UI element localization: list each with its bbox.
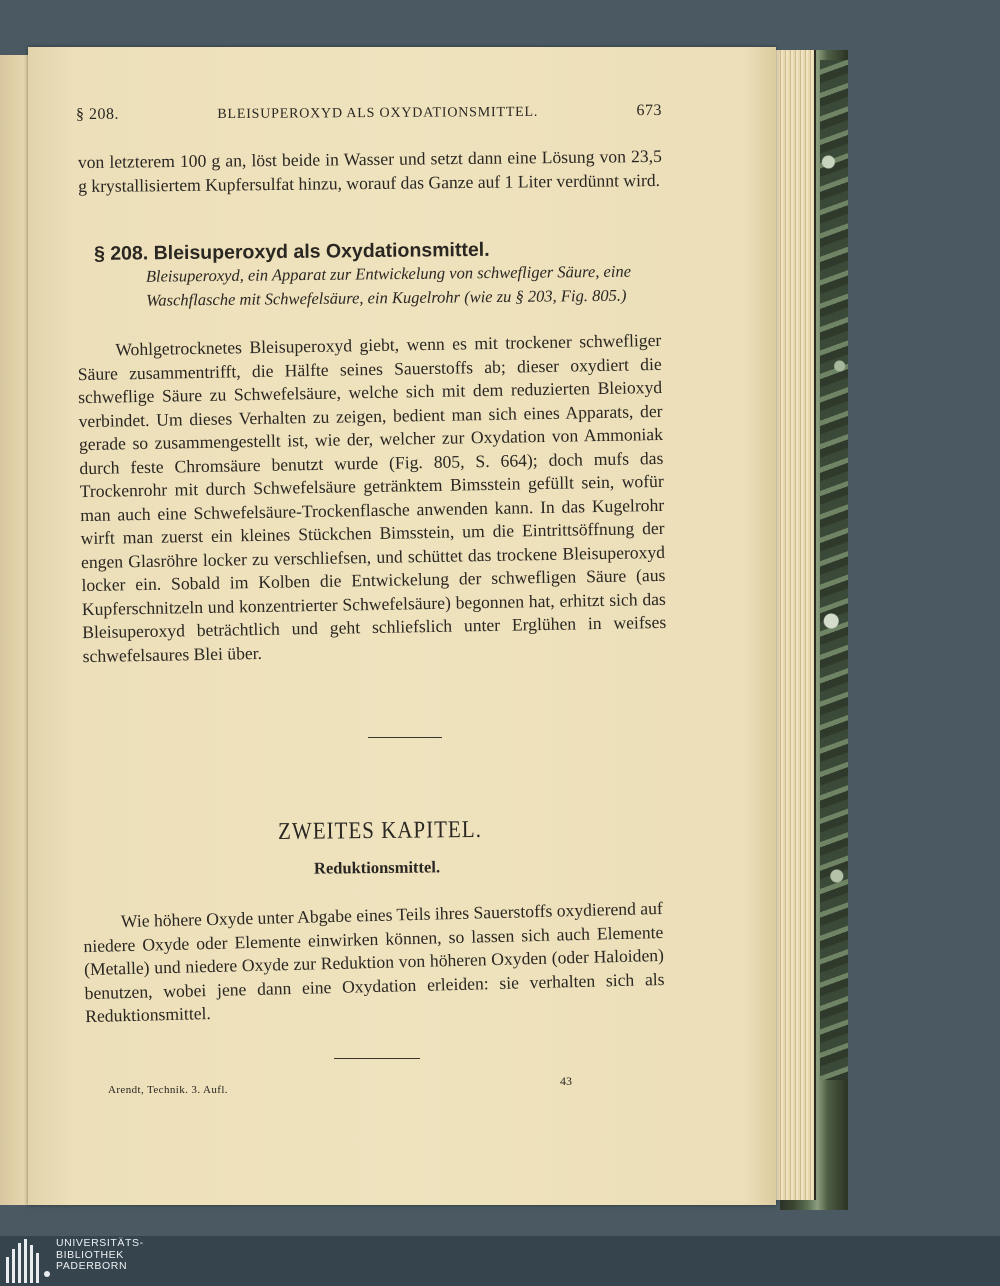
header-section: § 208. (75, 105, 120, 124)
chapter-title: ZWEITES KAPITEL. (277, 815, 483, 845)
divider (334, 1058, 420, 1059)
library-name-line: BIBLIOTHEK (56, 1248, 124, 1261)
header-title: BLEISUPEROXYD ALS OXYDATIONSMITTEL. (217, 104, 539, 123)
paragraph-3: Wie höhere Oxyde unter Abgabe eines Teils ihres Sauerstoffs oxydierend auf niedere Oxyde oder Elemente einwirken können, so lassen sich auch Elemente (Metalle) und niedere Oxyde zur Reduktion von höheren Oxyden (oder Haloiden) benutzen, wobei jene dann eine Oxydation erleiden: sie verhalten sich als Reduktionsmittel. (83, 897, 665, 1027)
library-name-line: PADERBORN (56, 1260, 128, 1272)
marbled-endpaper (820, 60, 848, 1080)
library-name[interactable] (56, 1238, 144, 1273)
footer-imprint: Arendt, Technik. 3. Aufl. (108, 1084, 228, 1096)
divider (368, 737, 442, 738)
signature-mark: 43 (560, 1074, 572, 1088)
paragraph-1: von letzterem 100 g an, löst beide in Wasser und setzt dann eine Lösung von 23,5 g krystallisiertem Kupfersulfat hinzu, worauf das Ganze auf 1 Liter verdünnt wird. (77, 145, 662, 196)
library-logo-icon[interactable] (6, 1239, 50, 1283)
library-footer-bar (0, 1236, 1000, 1286)
materials-list: Bleisuperoxyd, ein Apparat zur Entwickelung von schwefliger Säure, eine Waschflasche mit Schwefelsäure, ein Kugelrohr (wie zu § 203, Fig. 805.) (145, 261, 632, 310)
page-number: 673 (636, 101, 663, 120)
paragraph-2: Wohlgetrocknetes Bleisuperoxyd giebt, wenn es mit trockener schwefliger Säure zusammentrifft, die Hälfte seines Sauerstoffs ab; dieser oxydiert die schweflige Säure zu Schwefelsäure, welche sich mit dem reduzierten Bleioxyd verbindet. Um dieses Verhalten zu zeigen, bedient man sich eines Apparats, der gerade so zusammengestellt ist, wie der, welcher zur Oxydation von Ammoniak durch feste Chromsäure benutzt wurde (Fig. 805, S. 664); doch mufs das Trockenrohr mit durch Schwefelsäure getränktem Bimsstein gefüllt sein, wofür man auch eine Schwefelsäure-Trockenflasche anwenden kann. In das Kugelrohr wirft man zuerst ein kleines Stückchen Bimsstein, um die Eintrittsöffnung der engen Glasröhre locker zu verschliefsen, und schüttet das trockene Bleisuperoxyd locker ein. Sobald im Kolben die Entwickelung der schwefligen Säure (aus Kupferschnitzeln und konzentrierter Schwefelsäure) begonnen hat, erhitzt sich das Bleisuperoxyd beträchtlich und geht schliefslich unter Erglühen in weifses schwefelsaures Blei über. (77, 329, 667, 666)
chapter-subtitle: Reduktionsmittel. (313, 857, 441, 878)
library-name-line: UNIVERSITÄTS- (56, 1237, 144, 1249)
section-heading: § 208. Bleisuperoxyd als Oxydationsmittel. (93, 238, 490, 265)
